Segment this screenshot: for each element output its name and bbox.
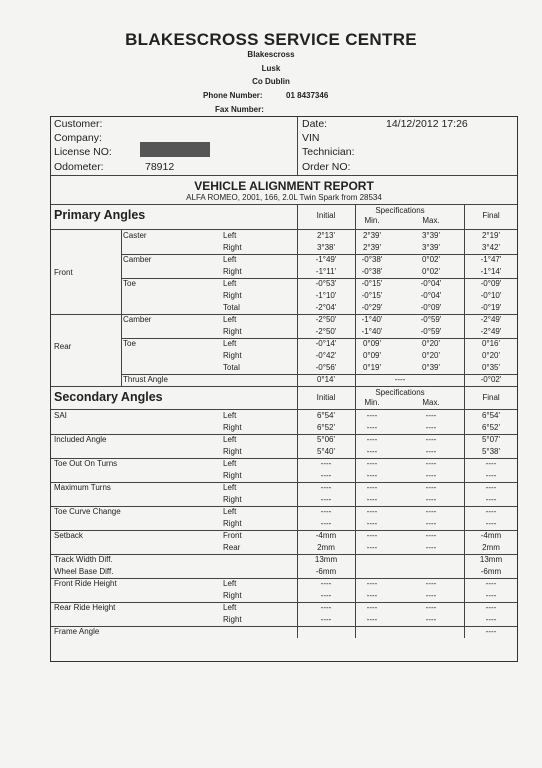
value-initial: ----	[320, 495, 332, 504]
row-category: Caster	[123, 231, 147, 240]
value-max: 0°02'	[421, 267, 441, 276]
license-label: License NO:	[54, 146, 112, 158]
value-max: ----	[425, 447, 437, 456]
row-side: Right	[223, 447, 242, 456]
value-initial: -1°49'	[315, 255, 337, 264]
col-initial: Initial	[316, 393, 336, 402]
value-min: 2°39'	[362, 243, 382, 252]
row-side: Left	[223, 579, 237, 588]
table-rule	[51, 458, 517, 459]
value-initial: -0°14'	[315, 339, 337, 348]
value-max: ----	[425, 471, 437, 480]
table-rule	[464, 230, 465, 386]
value-final: ----	[485, 591, 497, 600]
value-final: -0°19'	[480, 303, 502, 312]
value-initial: ----	[320, 483, 332, 492]
row-side: Right	[223, 519, 242, 528]
value-final: ----	[485, 483, 497, 492]
value-final: -2°49'	[480, 327, 502, 336]
value-min: 0°19'	[362, 363, 382, 372]
value-final: ----	[485, 579, 497, 588]
report-subtitle: ALFA ROMEO, 2001, 166, 2.0L Twin Spark from 28534	[186, 193, 382, 202]
order-label: Order NO:	[302, 161, 351, 173]
value-final: 2°19'	[481, 231, 501, 240]
col-max: Max.	[422, 216, 440, 225]
row-side: Right	[223, 267, 242, 276]
value-max: 0°39'	[421, 363, 441, 372]
value-min: ----	[366, 507, 378, 516]
value-min: -0°15'	[361, 279, 383, 288]
value-final: -0°09'	[480, 279, 502, 288]
value-min: ----	[366, 435, 378, 444]
value-final: ----	[485, 495, 497, 504]
table-rule	[297, 410, 298, 638]
value-initial: 6°54'	[316, 411, 336, 420]
value-min: -0°15'	[361, 291, 383, 300]
row-category: Toe Out On Turns	[54, 459, 118, 468]
odometer-value: 78912	[145, 161, 175, 173]
value-max: ----	[425, 423, 437, 432]
value-min: ----	[366, 483, 378, 492]
row-side: Left	[223, 339, 237, 348]
value-max: -0°59'	[420, 315, 442, 324]
value-final: -0°10'	[480, 291, 502, 300]
value-min: 2°39'	[362, 231, 382, 240]
value-final: 2mm	[482, 543, 500, 552]
value-min: ----	[366, 495, 378, 504]
value-min: ----	[366, 603, 378, 612]
value-final: -1°14'	[480, 267, 502, 276]
value-min: 0°09'	[362, 339, 382, 348]
row-category: Track Width Diff.	[54, 555, 113, 564]
value-final: -2°49'	[480, 315, 502, 324]
value-min: -0°29'	[361, 303, 383, 312]
value-initial: ----	[320, 507, 332, 516]
row-side: Right	[223, 327, 242, 336]
value-initial: -0°53'	[315, 279, 337, 288]
value-max: ----	[425, 459, 437, 468]
row-category: Toe	[123, 279, 136, 288]
value-initial: ----	[320, 471, 332, 480]
value-initial: 5°06'	[316, 435, 336, 444]
table-rule	[51, 482, 517, 483]
row-side: Left	[223, 255, 237, 264]
table-rule	[51, 434, 517, 435]
value-final: ----	[485, 471, 497, 480]
value-final: ----	[485, 507, 497, 516]
value-max: -0°04'	[420, 279, 442, 288]
row-category: Camber	[123, 255, 152, 264]
value-final: ----	[485, 519, 497, 528]
row-side: Right	[223, 615, 242, 624]
col-max: Max.	[422, 398, 440, 407]
table-rule	[355, 410, 356, 638]
value-min: ----	[366, 459, 378, 468]
row-side: Right	[223, 351, 242, 360]
value-min: -0°38'	[361, 267, 383, 276]
date-value: 14/12/2012 17:26	[386, 118, 468, 130]
row-category: Frame Angle	[54, 627, 100, 636]
row-side: Left	[223, 315, 237, 324]
value-max: ----	[425, 591, 437, 600]
value-initial: -4mm	[315, 531, 337, 540]
value-initial: ----	[320, 579, 332, 588]
odometer-label: Odometer:	[54, 161, 104, 173]
value-min: ----	[366, 447, 378, 456]
value-final: -1°47'	[480, 255, 502, 264]
value-initial: 13mm	[314, 555, 338, 564]
value-min: ----	[366, 531, 378, 540]
value-min: ----	[366, 615, 378, 624]
value-max: -0°04'	[420, 291, 442, 300]
value-initial: ----	[320, 615, 332, 624]
row-category: Toe Curve Change	[54, 507, 121, 516]
value-min: ----	[366, 519, 378, 528]
value-initial: ----	[320, 591, 332, 600]
table-rule	[51, 578, 517, 579]
row-side: Left	[223, 459, 237, 468]
row-category: Thrust Angle	[123, 375, 168, 384]
row-side: Left	[223, 507, 237, 516]
row-side: Total	[223, 363, 240, 372]
value-min: ----	[366, 411, 378, 420]
license-redaction	[140, 142, 210, 157]
value-initial: ----	[320, 519, 332, 528]
table-rule	[51, 554, 517, 555]
table-rule	[297, 387, 298, 409]
value-max: ----	[425, 579, 437, 588]
row-side: Right	[223, 243, 242, 252]
value-final: ----	[485, 603, 497, 612]
value-final: -0°02'	[480, 375, 502, 384]
row-side: Right	[223, 423, 242, 432]
value-final: 0°35'	[481, 363, 501, 372]
value-initial: 3°38'	[316, 243, 336, 252]
value-initial: -6mm	[315, 567, 337, 576]
value-min: ----	[366, 471, 378, 480]
row-category: Wheel Base Diff.	[54, 567, 114, 576]
value-initial: 5°40'	[316, 447, 336, 456]
value-final: 0°16'	[481, 339, 501, 348]
value-final: ----	[485, 459, 497, 468]
row-side: Right	[223, 495, 242, 504]
value-max: 0°20'	[421, 351, 441, 360]
value-final: 6°54'	[481, 411, 501, 420]
value-max: ----	[425, 543, 437, 552]
value-max: 0°02'	[421, 255, 441, 264]
value-min: -0°38'	[361, 255, 383, 264]
row-side: Right	[223, 591, 242, 600]
value-initial: ----	[320, 459, 332, 468]
row-side: Right	[223, 471, 242, 480]
table-rule	[121, 254, 517, 255]
row-side: Left	[223, 435, 237, 444]
table-rule	[51, 506, 517, 507]
value-initial: 2mm	[317, 543, 335, 552]
table-rule	[51, 626, 517, 627]
table-rule	[297, 230, 298, 386]
table-rule	[51, 530, 517, 531]
value-min: 0°09'	[362, 351, 382, 360]
value-min: ----	[366, 423, 378, 432]
value-max: 3°39'	[421, 243, 441, 252]
fax-label: Fax Number:	[215, 105, 264, 114]
value-final: 0°20'	[481, 351, 501, 360]
table-rule	[297, 205, 298, 229]
row-category: Included Angle	[54, 435, 107, 444]
value-min: -1°40'	[361, 327, 383, 336]
value-final: ----	[485, 627, 497, 636]
value-final: 3°42'	[481, 243, 501, 252]
row-category: Camber	[123, 315, 152, 324]
value-initial: 6°52'	[316, 423, 336, 432]
phone-label: Phone Number:	[203, 91, 263, 100]
table-rule	[355, 387, 356, 409]
value-max: ----	[425, 531, 437, 540]
technician-label: Technician:	[302, 146, 355, 158]
row-category: Toe	[123, 339, 136, 348]
row-side: Front	[223, 531, 242, 540]
value-max: 3°39'	[421, 231, 441, 240]
table-rule	[51, 409, 517, 410]
row-side: Left	[223, 411, 237, 420]
row-side: Left	[223, 231, 237, 240]
value-initial: ----	[320, 603, 332, 612]
value-final: 13mm	[479, 555, 503, 564]
shop-title: BLAKESCROSS SERVICE CENTRE	[125, 30, 417, 49]
value-max: ----	[425, 603, 437, 612]
date-label: Date:	[302, 118, 328, 130]
row-side: Total	[223, 303, 240, 312]
value-initial: -2°50'	[315, 315, 337, 324]
value-max: ----	[425, 495, 437, 504]
value-max: ----	[425, 483, 437, 492]
table-rule	[51, 602, 517, 603]
row-category: Rear Ride Height	[54, 603, 116, 612]
value-final: 5°38'	[481, 447, 501, 456]
value-max: ----	[425, 411, 437, 420]
value-max: 0°20'	[421, 339, 441, 348]
value-max: ----	[425, 507, 437, 516]
col-specifications: Specifications	[375, 388, 425, 397]
value-initial: -0°42'	[315, 351, 337, 360]
col-final: Final	[482, 211, 500, 220]
value-initial: -1°11'	[315, 267, 337, 276]
value-initial: -0°56'	[315, 363, 337, 372]
table-rule	[121, 374, 517, 375]
table-rule	[51, 386, 517, 387]
table-rule	[121, 338, 517, 339]
shop-address-line-3: Co Dublin	[252, 77, 290, 86]
col-specifications: Specifications	[375, 206, 425, 215]
table-rule	[464, 205, 465, 229]
group-rear: Rear	[54, 341, 72, 351]
secondary-angles-title: Secondary Angles	[54, 390, 163, 404]
value-initial: -2°50'	[315, 327, 337, 336]
company-label: Company:	[54, 132, 102, 144]
value-initial: 0°14'	[316, 375, 336, 384]
shop-address-line-1: Blakescross	[247, 50, 295, 59]
value-min: -1°40'	[361, 315, 383, 324]
group-front: Front	[54, 268, 73, 278]
row-category: Setback	[54, 531, 83, 540]
table-rule	[355, 205, 356, 229]
value-max: ----	[425, 519, 437, 528]
table-rule	[464, 387, 465, 409]
table-rule	[121, 278, 517, 279]
col-min: Min.	[364, 216, 380, 225]
table-rule	[121, 230, 122, 386]
value-final: -6mm	[480, 567, 502, 576]
phone-value: 01 8437346	[286, 91, 329, 100]
value-initial: -2°04'	[315, 303, 337, 312]
report-form	[50, 116, 518, 662]
value-min: ----	[366, 579, 378, 588]
value-final: ----	[485, 615, 497, 624]
value-min: ----	[366, 543, 378, 552]
table-rule	[355, 230, 356, 386]
value-initial: -1°10'	[315, 291, 337, 300]
value-spec-dash: ----	[394, 375, 406, 384]
value-initial: 2°13'	[316, 231, 336, 240]
value-max: -0°09'	[420, 303, 442, 312]
row-side: Left	[223, 279, 237, 288]
value-final: 6°52'	[481, 423, 501, 432]
table-rule	[464, 410, 465, 638]
row-side: Left	[223, 483, 237, 492]
row-side: Right	[223, 291, 242, 300]
col-final: Final	[482, 393, 500, 402]
value-min: ----	[366, 591, 378, 600]
value-final: 5°07'	[481, 435, 501, 444]
shop-address-line-2: Lusk	[261, 64, 281, 73]
customer-label: Customer:	[54, 118, 103, 130]
report-title: VEHICLE ALIGNMENT REPORT	[194, 179, 374, 193]
col-initial: Initial	[316, 211, 336, 220]
value-max: ----	[425, 615, 437, 624]
row-side: Left	[223, 603, 237, 612]
vin-label: VIN	[302, 132, 320, 144]
row-side: Rear	[223, 543, 241, 552]
value-final: -4mm	[480, 531, 502, 540]
primary-angles-title: Primary Angles	[54, 208, 146, 222]
value-max: ----	[425, 435, 437, 444]
row-category: Front Ride Height	[54, 579, 117, 588]
row-category: SAI	[54, 411, 67, 420]
col-min: Min.	[364, 398, 380, 407]
value-max: -0°59'	[420, 327, 442, 336]
row-category: Maximum Turns	[54, 483, 111, 492]
